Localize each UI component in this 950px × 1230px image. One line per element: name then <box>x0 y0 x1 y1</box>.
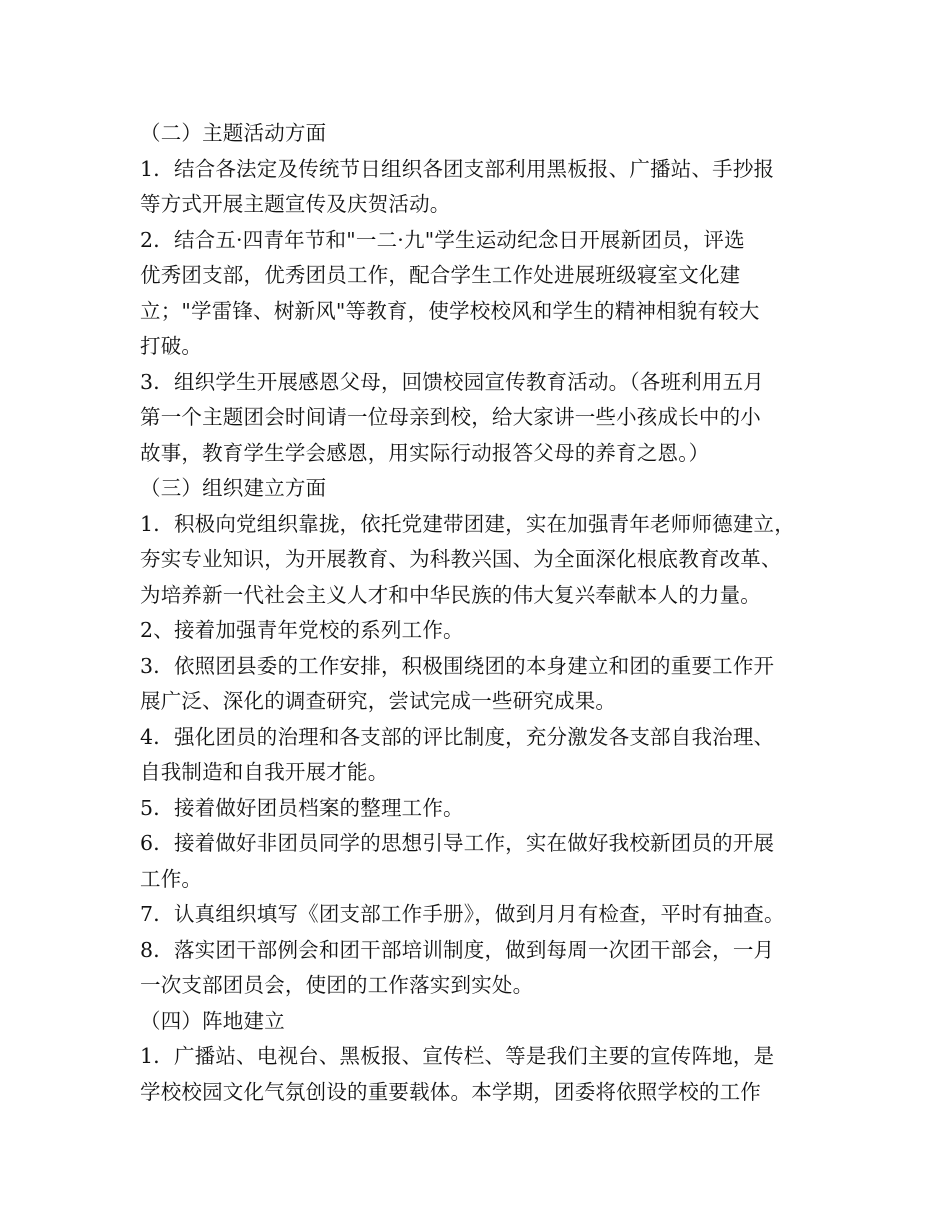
text-line: 立；"学雷锋、树新风"等教育，使学校校风和学生的精神相貌有较大 <box>140 298 760 323</box>
paragraph <box>140 507 840 614</box>
text-line: 1．广播站、电视台、黑板报、宣传栏、等是我们主要的宣传阵地，是 <box>140 1044 775 1068</box>
text-line: 2、接着加强青年党校的系列工作。 <box>140 618 464 642</box>
text-line: 优秀团支部，优秀团员工作，配合学生工作处进展班级寝室文化建 <box>140 263 741 287</box>
text-line: 3．依照团县委的工作安排，积极围绕团的本身建立和团的重要工作开 <box>140 653 775 678</box>
paragraph <box>140 116 840 152</box>
text-line: 第一个主题团会时间请一位母亲到校，给大家讲一些小孩成长中的小 <box>140 405 761 429</box>
text-line: （二）主题活动方面 <box>140 121 327 145</box>
text-line: 自我制造和自我开展才能。 <box>140 760 389 784</box>
text-line: 故事，教育学生学会感恩，用实际行动报答父母的养育之恩。） <box>140 440 710 465</box>
paragraph <box>140 791 840 827</box>
text-line: 7．认真组织填写《团支部工作手册》，做到月月有检查，平时有抽查。 <box>140 902 785 926</box>
paragraph <box>140 897 840 933</box>
text-line: （三）组织建立方面 <box>140 476 327 500</box>
text-line: 夯实专业知识，为开展教育、为科教兴国、为全面深化根底教育改革、 <box>140 547 782 571</box>
paragraph <box>140 223 840 365</box>
text-line: 8．落实团干部例会和团干部培训制度，做到每周一次团干部会，一月 <box>140 937 775 962</box>
text-line: 5．接着做好团员档案的整理工作。 <box>140 795 464 820</box>
text-line: 学校校园文化气氛创设的重要载体。本学期，团委将依照学校的工作 <box>140 1079 761 1104</box>
text-line: 工作。 <box>140 866 203 891</box>
text-line: 展广泛、深化的调查研究，尝试完成一些研究成果。 <box>140 689 617 713</box>
text-line: 为培养新一代社会主义人才和中华民族的伟大复兴奉献本人的力量。 <box>140 582 761 607</box>
paragraph <box>140 720 840 791</box>
text-line: 一次支部团员会，使团的工作落实到实处。 <box>140 973 534 997</box>
paragraph <box>140 471 840 507</box>
text-line: 1．结合各法定及传统节日组织各团支部利用黑板报、广播站、手抄报 <box>140 156 775 181</box>
text-line: 等方式开展主题宣传及庆贺活动。 <box>140 192 451 216</box>
text-line: 1．积极向党组织靠拢，依托党建带团建，实在加强青年老师师德建立， <box>140 511 795 536</box>
paragraph <box>140 649 840 720</box>
text-line: 3．组织学生开展感恩父母，回馈校园宣传教育活动。（各班利用五月 <box>140 369 764 394</box>
text-line: 4．强化团员的治理和各支部的评比制度，充分激发各支部自我治理、 <box>140 724 775 749</box>
text-line: 打破。 <box>140 334 203 358</box>
paragraph <box>140 365 840 472</box>
paragraph <box>140 826 840 897</box>
text-line: 2．结合五·四青年节和"一二·九"学生运动纪念日开展新团员，评选 <box>140 227 745 252</box>
paragraph <box>140 152 840 223</box>
paragraph <box>140 613 840 649</box>
paragraph <box>140 1039 840 1110</box>
document-body <box>140 116 840 1110</box>
paragraph <box>140 933 840 1004</box>
paragraph <box>140 1004 840 1040</box>
text-line: 6．接着做好非团员同学的思想引导工作，实在做好我校新团员的开展 <box>140 831 775 855</box>
text-line: （四）阵地建立 <box>140 1008 285 1033</box>
